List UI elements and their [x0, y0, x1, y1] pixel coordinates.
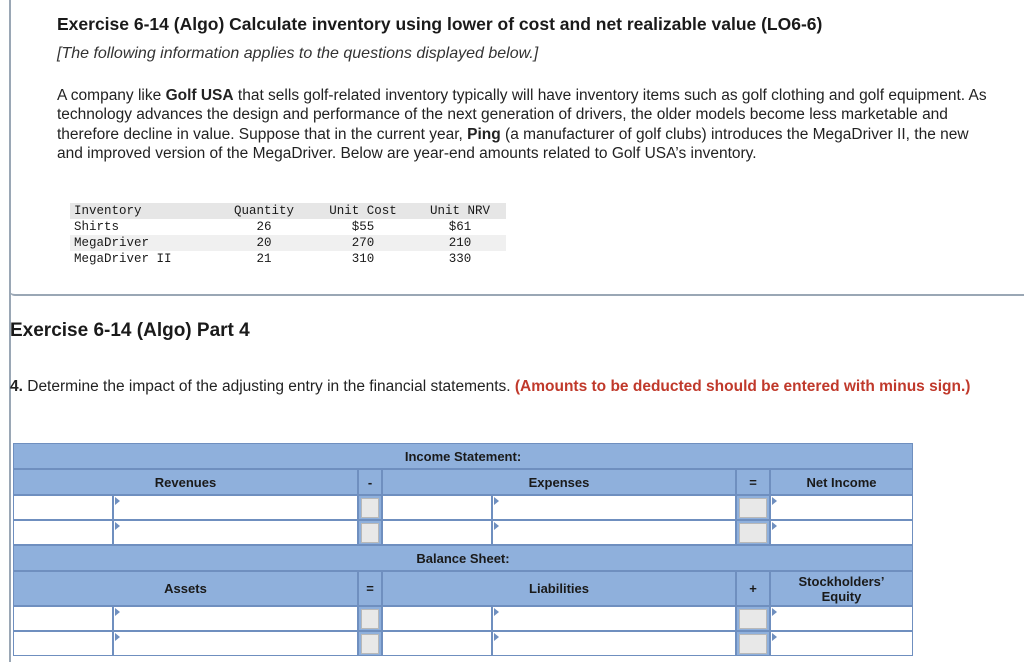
income-row2-account-input[interactable] — [13, 520, 113, 545]
cell-unit-nrv: 330 — [448, 252, 472, 266]
income-row2-expenses-input[interactable] — [492, 520, 736, 545]
dropdown-marker-icon — [772, 608, 777, 616]
cell-quantity: 20 — [216, 235, 312, 251]
text-input[interactable] — [493, 607, 735, 630]
intro-bold-golf-usa: Golf USA — [165, 87, 234, 104]
text-input[interactable] — [114, 521, 357, 544]
dropdown-marker-icon — [115, 497, 120, 505]
dropdown-marker-icon — [772, 633, 777, 641]
equals-operator: = — [358, 571, 382, 606]
exercise-subtitle: [The following information applies to the questions displayed below.] — [57, 45, 539, 62]
text-input[interactable] — [771, 521, 912, 544]
cell-quantity: 21 — [256, 252, 272, 266]
net-income-header: Net Income — [770, 469, 913, 495]
income-row1-expense-account-input[interactable] — [382, 495, 492, 520]
income-row2-net-income-input[interactable] — [770, 520, 913, 545]
text-input[interactable] — [771, 496, 912, 519]
balance-row2-account-input[interactable] — [13, 631, 113, 656]
text-input[interactable] — [771, 607, 912, 630]
text-input[interactable] — [383, 521, 491, 544]
text-input[interactable] — [14, 607, 112, 630]
cell-unit-cost: 270 — [312, 235, 414, 251]
cell-unit-nrv: $61 — [448, 220, 472, 234]
table-row — [70, 219, 506, 235]
operator-box — [361, 498, 379, 518]
income-statement-band — [13, 443, 913, 469]
cell-item: MegaDriver II — [74, 252, 172, 266]
minus-operator: - — [358, 469, 382, 495]
operator-box — [739, 634, 767, 654]
question-body: Determine the impact of the adjusting entry in the financial statements. — [22, 378, 515, 395]
col-header-quantity: Quantity — [216, 203, 312, 219]
text-input[interactable] — [114, 496, 357, 519]
income-row1-net-income-input[interactable] — [770, 495, 913, 520]
balance-row1-liability-account-input[interactable] — [382, 606, 492, 631]
dropdown-marker-icon — [494, 608, 499, 616]
cell-item: Shirts — [74, 220, 120, 234]
balance-row2-liabilities-input[interactable] — [492, 631, 736, 656]
intro-text-1: A company like — [57, 87, 166, 104]
plus-operator: + — [736, 571, 770, 606]
balance-row1-equity-input[interactable] — [770, 606, 913, 631]
balance-row1-liabilities-input[interactable] — [492, 606, 736, 631]
balance-row1-assets-input[interactable] — [113, 606, 358, 631]
expenses-header: Expenses — [382, 469, 736, 495]
operator-spacer — [736, 495, 770, 520]
cell-unit-cost: $55 — [351, 220, 375, 234]
dropdown-marker-icon — [494, 497, 499, 505]
part-title: Exercise 6-14 (Algo) Part 4 — [10, 320, 250, 341]
operator-box — [739, 609, 767, 629]
text-input[interactable] — [14, 632, 112, 655]
table-row — [70, 235, 506, 251]
cell-item: MegaDriver — [70, 235, 216, 251]
balance-row2-assets-input[interactable] — [113, 631, 358, 656]
intro-text-3: (a manufacturer of golf clubs) introduces the MegaDriver II, the new and improved version of the MegaDriver. Below are year-end amounts related to Golf USA’s inventory. — [57, 125, 969, 163]
text-input[interactable] — [493, 521, 735, 544]
income-row1-expenses-input[interactable] — [492, 495, 736, 520]
text-input[interactable] — [114, 607, 357, 630]
dropdown-marker-icon — [772, 497, 777, 505]
dropdown-marker-icon — [494, 633, 499, 641]
balance-row2-liability-account-input[interactable] — [382, 631, 492, 656]
text-input[interactable] — [493, 496, 735, 519]
dropdown-marker-icon — [115, 608, 120, 616]
dropdown-marker-icon — [494, 522, 499, 530]
operator-box — [361, 609, 379, 629]
intro-text-2: that sells golf-related inventory typically will have inventory items such as golf clothing and golf equipment. As technology advances the design and performance of the next generation of drivers, the older models become less marketable and therefore decline in value. Suppose that in the current year, — [57, 87, 987, 143]
cell-quantity: 26 — [256, 220, 272, 234]
text-input[interactable] — [14, 496, 112, 519]
table-row — [70, 251, 506, 267]
income-statement-caption: Income Statement: — [404, 449, 522, 464]
stockholders-equity-header: Stockholders’ Equity — [770, 571, 913, 606]
col-header-inventory: Inventory — [70, 203, 216, 219]
inventory-header-row — [70, 203, 506, 219]
equals-operator: = — [736, 469, 770, 495]
balance-row1-account-input[interactable] — [13, 606, 113, 631]
question-hint: (Amounts to be deducted should be entered with minus sign.) — [514, 378, 971, 395]
operator-box — [361, 523, 379, 543]
income-row1-account-input[interactable] — [13, 495, 113, 520]
cell-unit-cost: 310 — [351, 252, 375, 266]
balance-sheet-caption: Balance Sheet: — [416, 551, 510, 566]
income-row1-revenues-input[interactable] — [113, 495, 358, 520]
text-input[interactable] — [383, 632, 491, 655]
text-input[interactable] — [771, 632, 912, 655]
text-input[interactable] — [493, 632, 735, 655]
dropdown-marker-icon — [115, 633, 120, 641]
balance-row2-equity-input[interactable] — [770, 631, 913, 656]
dropdown-marker-icon — [772, 522, 777, 530]
text-input[interactable] — [383, 607, 491, 630]
income-row2-expense-account-input[interactable] — [382, 520, 492, 545]
operator-spacer — [358, 606, 382, 631]
text-input[interactable] — [114, 632, 357, 655]
intro-paragraph — [57, 86, 992, 164]
assets-header: Assets — [13, 571, 358, 606]
dropdown-marker-icon — [115, 522, 120, 530]
revenues-header: Revenues — [13, 469, 358, 495]
intro-bold-ping: Ping — [467, 125, 501, 143]
inventory-table — [70, 203, 506, 267]
col-header-unit-cost: Unit Cost — [312, 203, 414, 219]
operator-box — [739, 523, 767, 543]
liabilities-header: Liabilities — [382, 571, 736, 606]
question-text — [10, 377, 1020, 396]
cell-unit-nrv: 210 — [414, 235, 506, 251]
question-number: 4. — [10, 378, 23, 395]
operator-spacer — [736, 631, 770, 656]
exercise-title: Exercise 6-14 (Algo) Calculate inventory using lower of cost and net realizable value (LO6-6) — [57, 14, 823, 34]
operator-spacer — [736, 520, 770, 545]
col-header-unit-nrv: Unit NRV — [414, 203, 506, 219]
operator-box — [739, 498, 767, 518]
operator-spacer — [358, 520, 382, 545]
operator-box — [361, 634, 379, 654]
operator-spacer — [358, 631, 382, 656]
balance-sheet-band — [13, 545, 913, 571]
text-input[interactable] — [383, 496, 491, 519]
income-row2-revenues-input[interactable] — [113, 520, 358, 545]
text-input[interactable] — [14, 521, 112, 544]
operator-spacer — [358, 495, 382, 520]
operator-spacer — [736, 606, 770, 631]
